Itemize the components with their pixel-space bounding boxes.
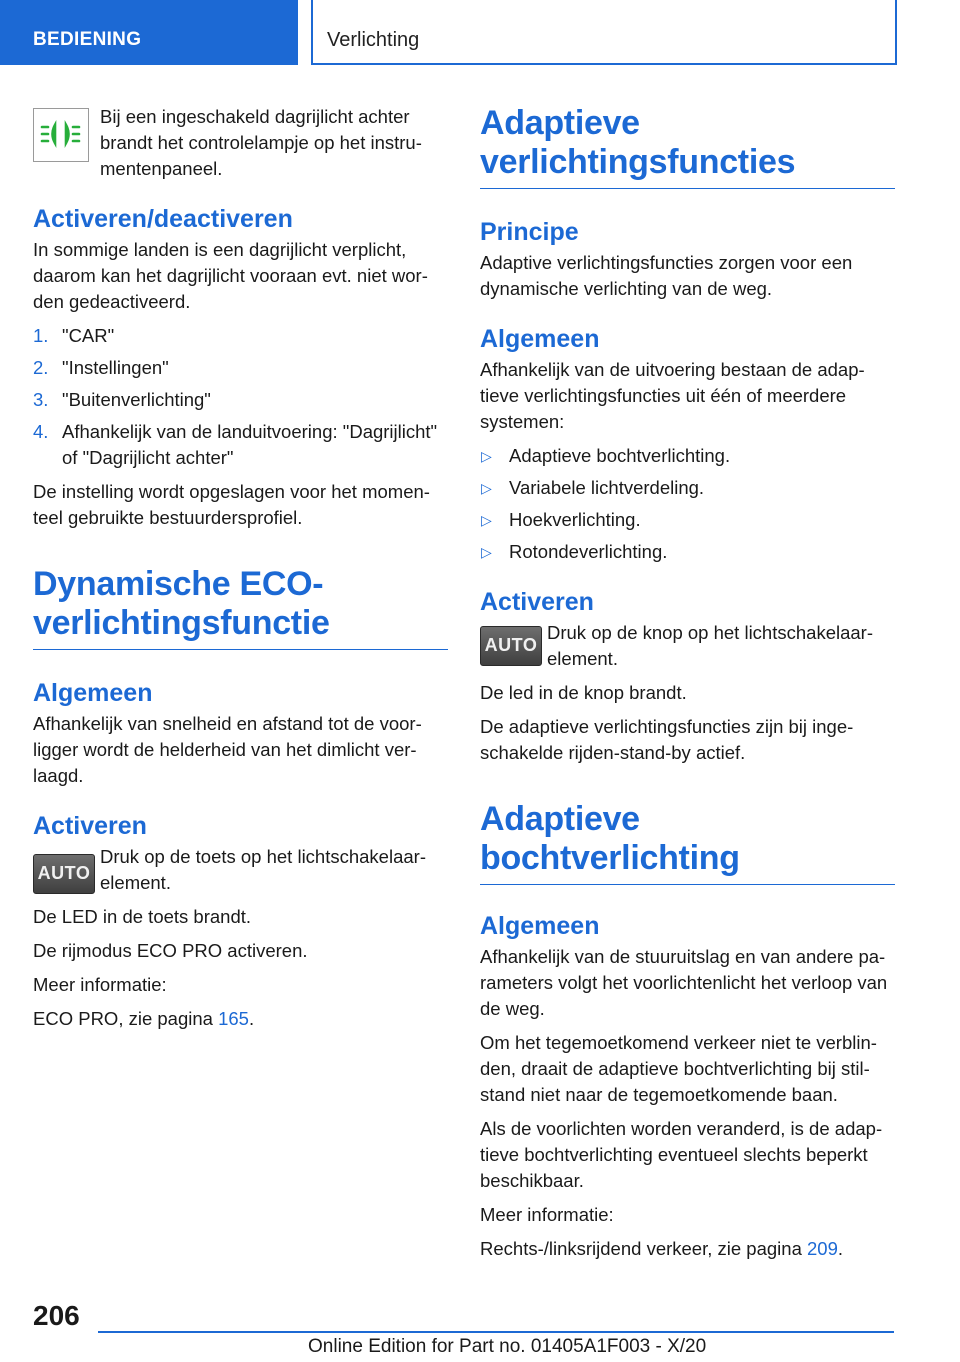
list-item — [480, 475, 895, 501]
page-209-link[interactable]: 209 — [807, 1238, 838, 1259]
system-text: Rotondeverlichting. — [509, 541, 668, 562]
adaptive-activate-heading: Activeren — [480, 588, 594, 616]
triangle-bullet-icon: ▷ — [481, 480, 492, 496]
header-section-label: BEDIENING — [33, 29, 142, 50]
daytime-running-light-icon — [33, 108, 89, 162]
curve-reference — [480, 1236, 895, 1262]
list-item — [33, 323, 448, 349]
auto-button-icon: AUTO — [33, 854, 95, 894]
system-text: Variabele lichtverdeling. — [509, 477, 705, 498]
curve-reference-period: . — [837, 1238, 844, 1259]
curve-general-heading: Algemeen — [480, 912, 600, 940]
curve-reference-text: Rechts-/linksrijdend verkeer, zie pagina — [480, 1238, 807, 1259]
adaptive-systems-list — [480, 443, 895, 565]
adaptive-press-text: Druk op de knop op het lichtschakelaarelement. — [547, 622, 874, 669]
system-text: Adaptieve bochtverlichting. — [509, 445, 731, 466]
list-item — [33, 419, 448, 471]
list-item — [33, 387, 448, 413]
activate-deactivate-text: In sommige landen is een dagrijlicht verplicht, daarom kan het dagrijlicht vooraan evt. niet worden gedeactiveerd. — [33, 239, 428, 312]
eco-press-text: Druk op de toets op het lichtschakelaarelement. — [100, 846, 426, 893]
principle-heading: Principe — [480, 218, 579, 246]
header-section-tab — [0, 0, 298, 65]
footer-divider — [98, 1331, 894, 1333]
eco-led-text: De LED in de toets brandt. — [33, 906, 252, 927]
step-text: "Instellingen" — [62, 357, 169, 378]
step-number: 2. — [33, 357, 49, 378]
auto-button-icon: AUTO — [480, 626, 542, 666]
daylight-intro-text: Bij een ingeschakeld dagrijlicht achter brandt het controlelampje op het instrumentenpaneel. — [100, 106, 422, 179]
header-chapter-label: Verlichting — [327, 29, 420, 51]
setting-saved-text: De instelling wordt opgeslagen voor het momenteel gebruikte bestuurdersprofiel. — [33, 481, 430, 528]
list-item — [33, 355, 448, 381]
page-165-link[interactable]: 165 — [218, 1008, 249, 1029]
list-item — [480, 443, 895, 469]
settings-steps-list — [33, 323, 448, 471]
curve-text-2: Om het tegemoetkomend verkeer niet te verblinden, draait de adaptieve bochtverlichting bij stilstand niet naar de tegemoetkomende baan. — [480, 1032, 877, 1105]
step-text: "Buitenverlichting" — [62, 389, 211, 410]
adaptive-lighting-heading: Adaptieve verlichtingsfuncties — [480, 104, 895, 189]
footer-edition-text: Online Edition for Part no. 01405A1F003 - X/20 — [308, 1336, 707, 1357]
daylight-indicator-row — [33, 104, 448, 182]
header-chapter-box — [311, 0, 897, 65]
left-column — [33, 104, 448, 1040]
step-text: "CAR" — [62, 325, 115, 346]
list-item — [480, 507, 895, 533]
right-column — [480, 104, 895, 1270]
triangle-bullet-icon: ▷ — [481, 544, 492, 560]
system-text: Hoekverlichting. — [509, 509, 641, 530]
eco-reference — [33, 1006, 448, 1032]
list-item — [480, 539, 895, 565]
adaptive-activate-row — [480, 620, 895, 672]
eco-activate-heading: Activeren — [33, 812, 147, 840]
step-number: 3. — [33, 389, 49, 410]
triangle-bullet-icon: ▷ — [481, 448, 492, 464]
principle-text: Adaptive verlichtingsfuncties zorgen voor een dynamische verlichting van de weg. — [480, 252, 853, 299]
eco-lighting-heading: Dynamische ECO-verlichtingsfunctie — [33, 565, 448, 650]
step-number: 1. — [33, 325, 49, 346]
curve-lighting-heading: Adaptieve bochtverlichting — [480, 800, 895, 885]
eco-more-info-text: Meer informatie: — [33, 974, 167, 995]
adaptive-standby-text: De adaptieve verlichtingsfuncties zijn bij ingeschakelde rijden-stand-by actief. — [480, 716, 854, 763]
eco-mode-text: De rijmodus ECO PRO activeren. — [33, 940, 308, 961]
adaptive-general-text: Afhankelijk van de uitvoering bestaan de adaptieve verlichtingsfuncties uit één of meerdere systemen: — [480, 359, 865, 432]
adaptive-general-heading: Algemeen — [480, 325, 600, 353]
curve-text-3: Als de voorlichten worden veranderd, is de adaptieve bochtverlichting eventueel slechts beperkt beschikbaar. — [480, 1118, 883, 1191]
curve-text-1: Afhankelijk van de stuuruitslag en van andere parameters volgt het voorlichtenlicht het verloop van de weg. — [480, 946, 888, 1019]
eco-reference-period: . — [248, 1008, 255, 1029]
curve-more-info-text: Meer informatie: — [480, 1204, 614, 1225]
triangle-bullet-icon: ▷ — [481, 512, 492, 528]
step-number: 4. — [33, 421, 49, 442]
activate-deactivate-heading: Activeren/deactiveren — [33, 205, 293, 233]
page-number: 206 — [33, 1300, 80, 1331]
eco-general-text: Afhankelijk van snelheid en afstand tot de voorligger wordt de helderheid van het dimlicht verlaagd. — [33, 713, 422, 786]
adaptive-led-text: De led in de knop brandt. — [480, 682, 687, 703]
eco-general-heading: Algemeen — [33, 679, 153, 707]
eco-reference-text: ECO PRO, zie pagina — [33, 1008, 219, 1029]
step-text: Afhankelijk van de landuitvoering: "Dagrijlicht" of "Dagrijlicht achter" — [62, 421, 438, 468]
eco-activate-row — [33, 844, 448, 896]
